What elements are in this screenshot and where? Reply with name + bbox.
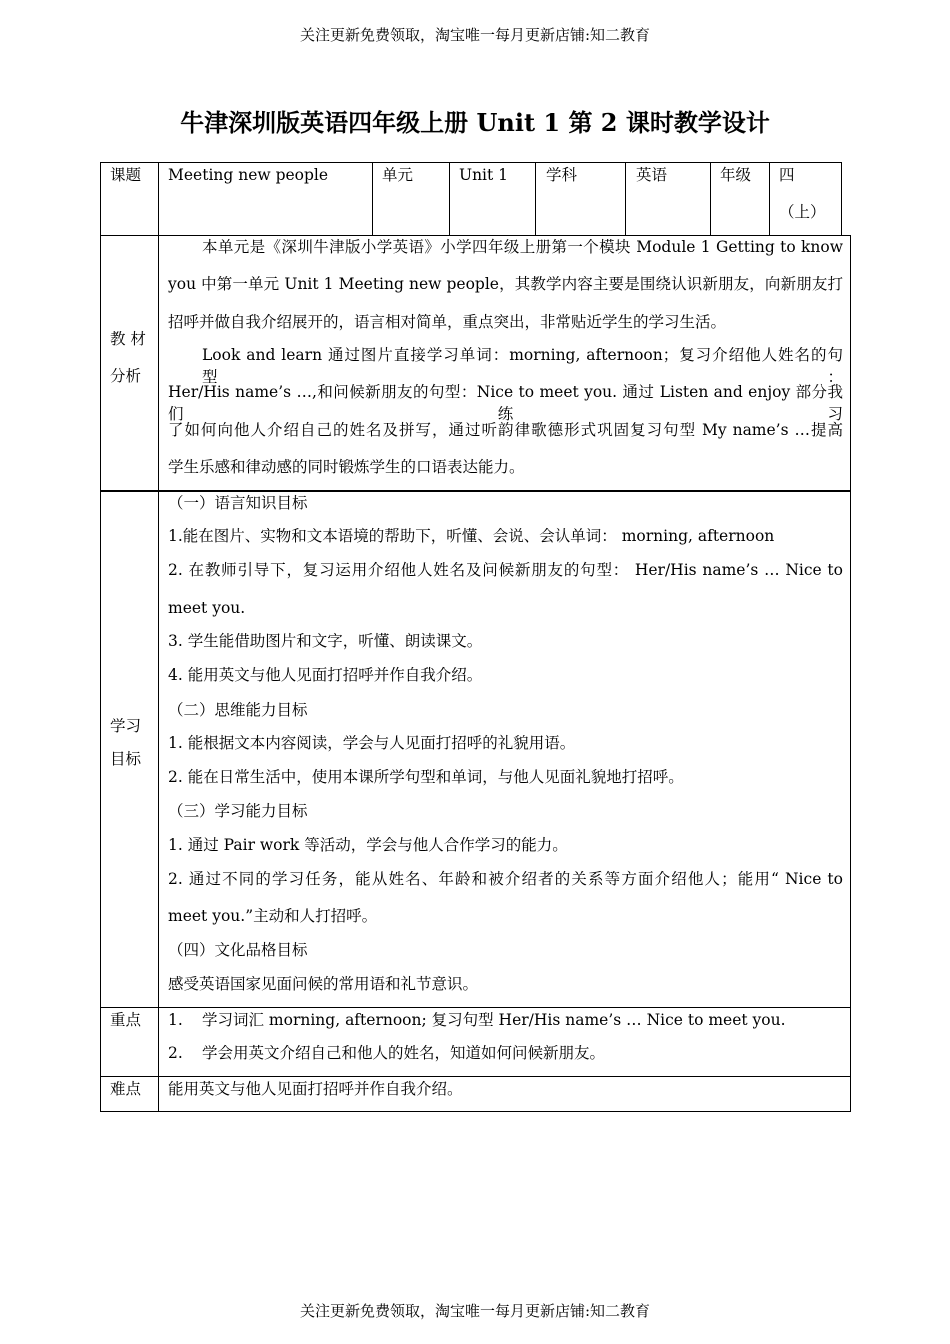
topic-label: 课题	[110, 166, 142, 184]
analysis-label: 教 材	[110, 330, 146, 348]
unit-label: 单元	[382, 166, 414, 184]
key-point-text: 学习词汇 morning, afternoon; 复习句型 Her/His name’s … Nice to meet you.	[202, 1011, 786, 1029]
objective-item: 3. 学生能借助图片和文字，听懂、朗读课文。	[168, 632, 483, 650]
analysis-line: you 中第一单元 Unit 1 Meeting new people，其教学内容主要是围绕认识新朋友，向新朋友打	[168, 275, 843, 293]
col-divider	[535, 162, 536, 236]
subject-label: 学科	[546, 166, 578, 184]
col-divider	[158, 162, 159, 236]
col-divider	[625, 162, 626, 236]
grade-value: 四	[779, 166, 795, 184]
key-point-number: 1.	[168, 1011, 183, 1029]
objective-item: 1.能在图片、实物和文本语境的帮助下，听懂、会说、会认单词： morning, afternoon	[168, 527, 775, 545]
analysis-line: 本单元是《深圳牛津版小学英语》小学四年级上册第一个模块 Module 1 Getting to know	[202, 238, 843, 256]
objective-item: 2. 能在日常生活中，使用本课所学句型和单词，与他人见面礼貌地打招呼。	[168, 768, 684, 786]
grade-label: 年级	[720, 166, 752, 184]
analysis-line: 招呼并做自我介绍展开的，语言相对简单，重点突出，非常贴近学生的学习生活。	[168, 313, 727, 331]
subject-value: 英语	[636, 166, 668, 184]
objective-item: meet you.”主动和人打招呼。	[168, 907, 378, 925]
objective-item: 1. 通过 Pair work 等活动，学会与他人合作学习的能力。	[168, 836, 568, 854]
objectives-label-2: 目标	[110, 750, 142, 768]
objective-item: 1. 能根据文本内容阅读，学会与人见面打招呼的礼貌用语。	[168, 734, 576, 752]
objective-heading: （二）思维能力目标	[168, 701, 308, 719]
key-point-number: 2.	[168, 1044, 183, 1062]
key-points-label: 重点	[110, 1011, 142, 1029]
document-title: 牛津深圳版英语四年级上册 Unit 1 第 2 课时教学设计	[180, 108, 770, 137]
objective-item: 2. 在教师引导下，复习运用介绍他人姓名及问候新朋友的句型： Her/His name’s … Nice to	[168, 561, 843, 579]
unit-value: Unit 1	[459, 166, 509, 184]
objectives-label: 学习	[110, 717, 142, 735]
grade-value-sub: （上）	[779, 203, 826, 221]
topic-value: Meeting new people	[168, 166, 329, 184]
page-header: 关注更新免费领取，淘宝唯一每月更新店铺:知二教育	[299, 26, 651, 44]
analysis-line: 学生乐感和律动感的同时锻炼学生的口语表达能力。	[168, 458, 525, 476]
objective-item: meet you.	[168, 599, 246, 617]
page-footer: 关注更新免费领取，淘宝唯一每月更新店铺:知二教育	[299, 1302, 651, 1320]
label-divider	[158, 490, 159, 1008]
key-point-text: 学会用英文介绍自己和他人的姓名，知道如何问候新朋友。	[202, 1044, 606, 1062]
objective-heading: （四）文化品格目标	[168, 941, 308, 959]
label-divider	[158, 235, 159, 492]
objective-item: 4. 能用英文与他人见面打招呼并作自我介绍。	[168, 666, 483, 684]
label-divider	[158, 1076, 159, 1112]
objective-heading: （一）语言知识目标	[168, 494, 308, 512]
analysis-line: Her/His name’s …,和问候新朋友的句型：Nice to meet you. 通过 Listen and enjoy 部分我们练习	[168, 383, 843, 423]
col-divider	[372, 162, 373, 236]
col-divider	[449, 162, 450, 236]
analysis-line: 了如何向他人介绍自己的姓名及拼写，通过听韵律歌德形式巩固复习句型 My name’s …提高	[168, 421, 843, 439]
col-divider	[769, 162, 770, 236]
difficulties-label: 难点	[110, 1080, 142, 1098]
difficulties-text: 能用英文与他人见面打招呼并作自我介绍。	[168, 1080, 463, 1098]
analysis-line: Look and learn 通过图片直接学习单词：morning, afternoon；复习介绍他人姓名的句型：	[202, 346, 843, 386]
objective-item: 2. 通过不同的学习任务，能从姓名、年龄和被介绍者的关系等方面介绍他人；能用“ Nice to	[168, 870, 843, 888]
analysis-label-2: 分析	[110, 367, 142, 385]
objective-heading: （三）学习能力目标	[168, 802, 308, 820]
col-divider	[710, 162, 711, 236]
objective-item: 感受英语国家见面问候的常用语和礼节意识。	[168, 975, 479, 993]
label-divider	[158, 1007, 159, 1077]
